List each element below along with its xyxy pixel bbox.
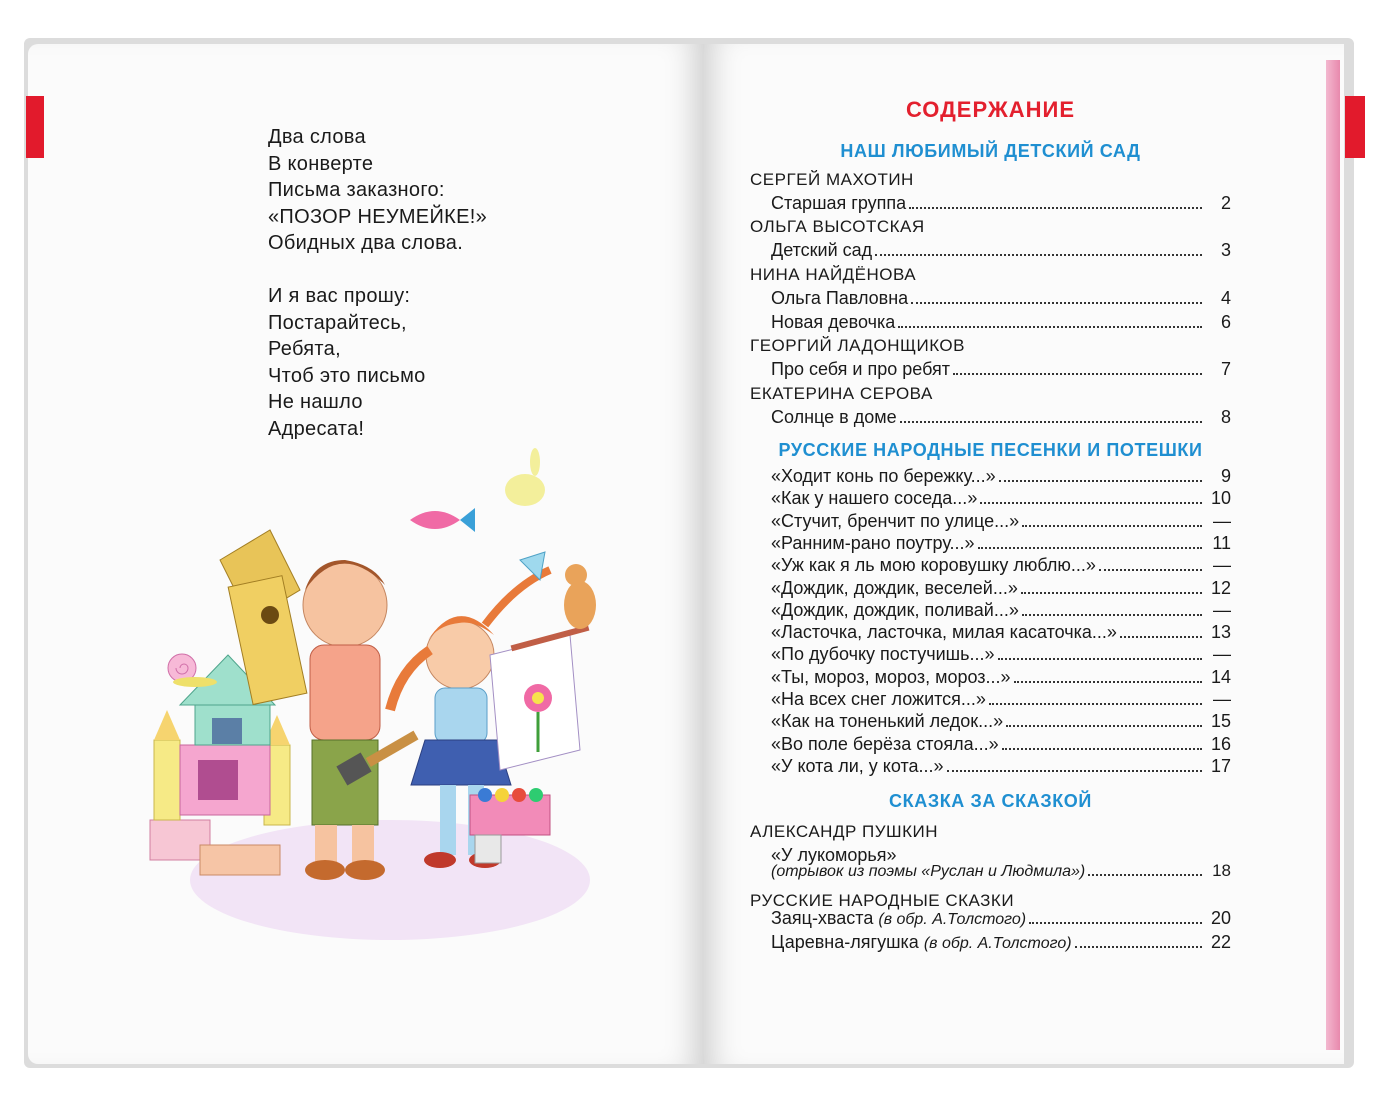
poem-line: «ПОЗОР НЕУМЕЙКЕ!»: [268, 205, 487, 228]
toc-page-number: 6: [1220, 312, 1231, 332]
toc-author: ГЕОРГИЙ ЛАДОНЩИКОВ: [750, 336, 965, 355]
toc-entry-title: «Ты, мороз, мороз, мороз...»: [771, 666, 1011, 687]
toc-entry[interactable]: [771, 667, 1231, 688]
toc-page-number: 16: [1210, 733, 1231, 754]
toc-page-number: —: [1213, 510, 1231, 531]
poem-line: В конверте: [268, 152, 374, 175]
toc-page-number: 20: [1210, 908, 1231, 928]
toc-page-number: 2: [1220, 193, 1231, 213]
toc-entry[interactable]: [771, 932, 1231, 953]
toc-entry-title: «Ласточка, ласточка, милая касаточка...»: [771, 622, 1117, 643]
toc-entry[interactable]: [771, 193, 1231, 214]
section-title: НАШ ЛЮБИМЫЙ ДЕТСКИЙ САД: [840, 141, 1141, 161]
toc-page-number: 17: [1210, 755, 1231, 776]
toc-entry-title: «Ранним-рано поутру...»: [771, 532, 975, 553]
toc-entry-note: (в обр. А.Толстого): [923, 935, 1072, 952]
toc-author: СЕРГЕЙ МАХОТИН: [750, 170, 914, 189]
toc-page-number: 14: [1210, 666, 1231, 687]
toc-author: НИНА НАЙДЁНОВА: [750, 265, 917, 284]
toc-page-number: 8: [1220, 407, 1231, 427]
toc-entry-title: Царевна-лягушка: [771, 932, 919, 952]
children-illustration: [140, 440, 620, 960]
toc-entry-title: Про себя и про ребят: [771, 359, 950, 379]
toc-author: ОЛЬГА ВЫСОТСКАЯ: [750, 217, 925, 236]
toc-page-number: 9: [1220, 466, 1231, 486]
toc-entry-title: «Дождик, дождик, веселей...»: [771, 577, 1018, 598]
toc-entry[interactable]: [771, 488, 1231, 509]
toc-entry[interactable]: [771, 734, 1231, 755]
contents-title: СОДЕРЖАНИЕ: [905, 97, 1076, 122]
toc-entry[interactable]: [771, 312, 1231, 333]
toc-page-number: 13: [1210, 622, 1231, 643]
section-title: СКАЗКА ЗА СКАЗКОЙ: [889, 791, 1092, 811]
toc-page-number: 18: [1212, 861, 1231, 880]
poem-line: Не нашло: [268, 391, 363, 414]
toc-entry[interactable]: [771, 622, 1231, 643]
toc-page-number: 12: [1210, 577, 1231, 598]
toc-page-number: 7: [1220, 359, 1231, 379]
toc-author: ЕКАТЕРИНА СЕРОВА: [750, 384, 933, 403]
toc-author: РУССКИЕ НАРОДНЫЕ СКАЗКИ: [750, 891, 1015, 910]
toc-page-number: 15: [1210, 711, 1231, 732]
page-edge-pink: [1326, 60, 1340, 1050]
toc-entry-title: «По дубочку постучишь...»: [771, 644, 995, 665]
toc-entry-title: «Как на тоненький ледок...»: [771, 711, 1004, 732]
toc-entry[interactable]: [771, 908, 1231, 929]
toc-entry[interactable]: [771, 756, 1231, 777]
toc-entry[interactable]: [771, 288, 1231, 309]
section-title: РУССКИЕ НАРОДНЫЕ ПЕСЕНКИ И ПОТЕШКИ: [778, 440, 1203, 460]
toc-entry-title: «Во поле берёза стояла...»: [771, 733, 999, 754]
poem-line: Чтоб это письмо: [268, 364, 426, 387]
toc-page-number: 4: [1220, 288, 1231, 308]
toc-entry[interactable]: [771, 359, 1231, 380]
toc-entry[interactable]: [771, 466, 1231, 487]
poem-line: Обидных два слова.: [268, 232, 464, 255]
toc-entry-title: «Ходит конь по бережку...»: [771, 466, 996, 486]
toc-page-number: —: [1213, 644, 1231, 665]
toc-entry-title: Солнце в доме: [771, 407, 897, 427]
toc-entry-title: «Уж как я ль мою коровушку люблю...»: [771, 555, 1096, 576]
toc-entry[interactable]: [771, 240, 1231, 261]
toc-author: АЛЕКСАНДР ПУШКИН: [750, 822, 939, 841]
poem-line: Два слова: [268, 126, 366, 148]
toc-entry-note: (отрывок из поэмы «Руслан и Людмила»): [771, 863, 1086, 880]
toc-entry-title: Детский сад: [771, 240, 873, 260]
poem-line: Письма заказного:: [268, 179, 445, 202]
toc-entry[interactable]: [771, 689, 1231, 710]
toc-entry-title: Ольга Павловна: [771, 288, 909, 308]
poem-text: [268, 124, 487, 443]
toc-entry-title: «Как у нашего соседа...»: [771, 488, 978, 509]
toc-entry-title: Заяц-хваста: [771, 908, 874, 928]
toc-entry-title: «На всех снег ложится...»: [771, 689, 986, 709]
toc-entry-title: «Стучит, бренчит по улице...»: [771, 510, 1020, 531]
toc-entry[interactable]: [771, 407, 1231, 428]
toc-entry-title: Новая девочка: [771, 312, 896, 332]
toc-page-number: 11: [1212, 532, 1231, 553]
toc-entry[interactable]: [771, 644, 1231, 665]
toc-page-number: —: [1213, 689, 1231, 709]
toc-entry-title: «У кота ли, у кота...»: [771, 755, 944, 776]
toc-entry[interactable]: [771, 600, 1231, 621]
cover-red-band-right: [1345, 96, 1365, 158]
toc-entry[interactable]: [771, 578, 1231, 599]
toc-entry[interactable]: [771, 533, 1231, 554]
toc-entry-note: (в обр. А.Толстого): [878, 911, 1027, 928]
toc-entry[interactable]: [771, 861, 1231, 881]
toc-entry[interactable]: [771, 555, 1231, 576]
toc-entry-title[interactable]: «У лукоморья»: [771, 845, 897, 865]
toc-page-number: —: [1213, 599, 1231, 620]
poem-line: Ребята,: [268, 338, 341, 361]
toc-entry-title: «Дождик, дождик, поливай...»: [771, 599, 1019, 620]
toc-page-number: 22: [1210, 932, 1231, 952]
toc-page-number: 10: [1210, 488, 1231, 509]
poem-line: И я вас прошу:: [268, 284, 411, 307]
toc-page-number: —: [1213, 555, 1231, 576]
toc-entry[interactable]: [771, 511, 1231, 532]
toc-entry[interactable]: [771, 711, 1231, 732]
poem-line: Адресата!: [268, 417, 365, 440]
poem-line: Постарайтесь,: [268, 311, 407, 334]
toc-page-number: 3: [1220, 240, 1231, 260]
cover-red-band-left: [26, 96, 44, 158]
toc-entry-title: Старшая группа: [771, 193, 907, 213]
